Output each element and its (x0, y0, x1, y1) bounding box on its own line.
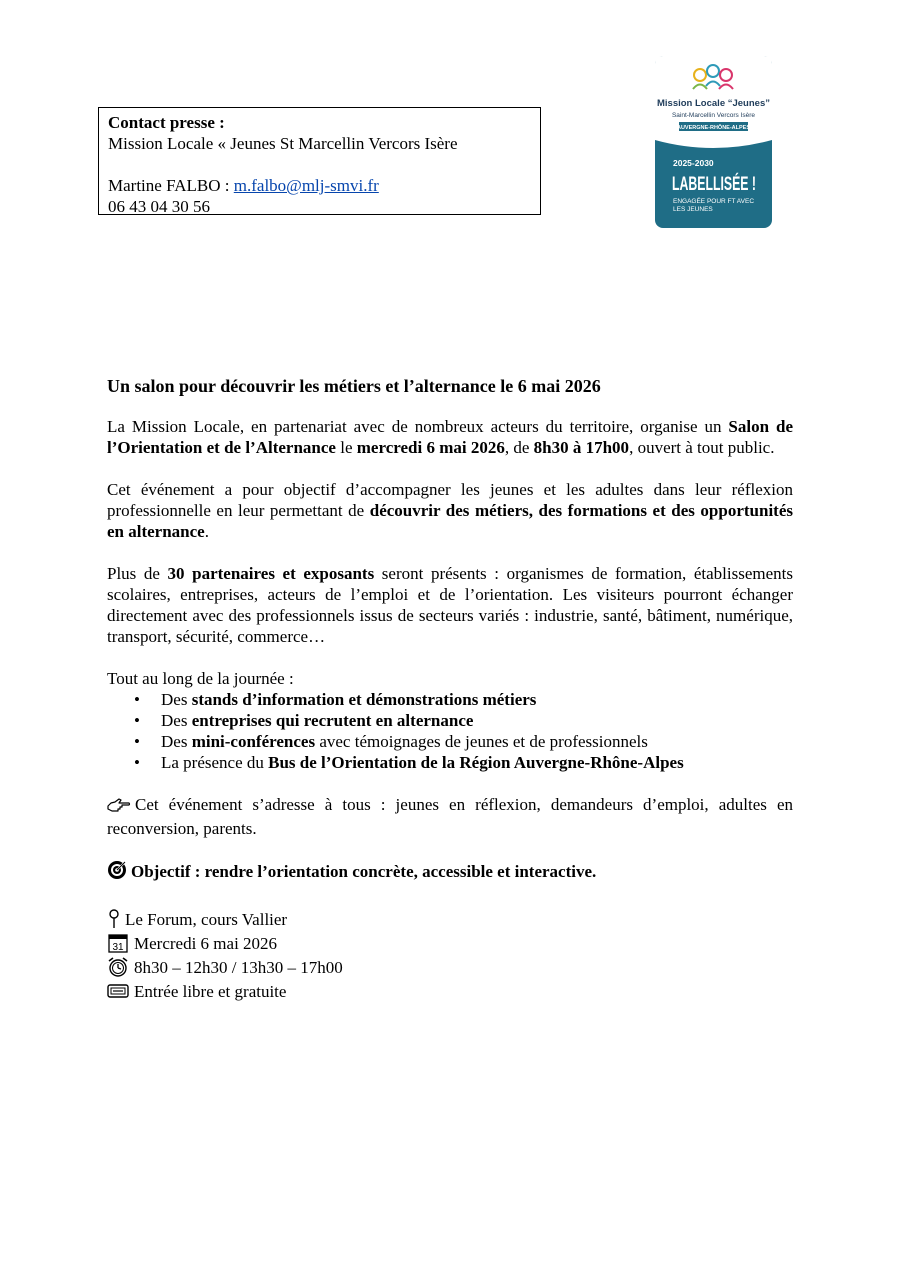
event-entry: Entrée libre et gratuite (107, 979, 793, 1003)
logo-region-text: AUVERGNE-RHÔNE-ALPES (676, 125, 751, 131)
paragraph-objective: Cet événement a pour objectif d’accompagner les jeunes et les adultes dans leur réflexion professionnelle en leur permettant de découvrir des métiers, des formations et des opportunités en alternance. (107, 480, 793, 541)
contact-heading: Contact presse : (108, 113, 225, 132)
logo-years-text: 2025-2030 (673, 158, 714, 168)
logo-graphic (655, 56, 802, 228)
pointing-hand-icon (107, 797, 131, 818)
contact-email-link[interactable]: m.falbo@mlj-smvi.fr (233, 176, 379, 195)
paragraph-audience: Cet événement s’adresse à tous : jeunes en réflexion, demandeurs d’emploi, adultes en reconversion, parents. (107, 795, 793, 838)
press-contact-box (98, 107, 541, 215)
logo-engagee-line-2: LES JEUNES (673, 206, 713, 213)
activities-list (107, 689, 793, 773)
logo-name-text: Mission Locale “Jeunes” (657, 98, 770, 109)
list-item: • Des mini-conférences avec témoignages de jeunes et de professionnels (161, 731, 793, 752)
list-item: • Des entreprises qui recrutent en alternance (161, 710, 793, 731)
contact-person-line (108, 175, 531, 196)
location-pin-icon (107, 909, 121, 929)
event-date: 31 Mercredi 6 mai 2026 (107, 931, 793, 955)
paragraph-goal: Objectif : rendre l’orientation concrète, accessible et interactive. (107, 860, 793, 885)
paragraph-intro: La Mission Locale, en partenariat avec de nombreux acteurs du territoire, organise un Salon de l’Orientation et de l’Alternance le mercredi 6 mai 2026, de 8h30 à 17h00, ouvert à tout public. (107, 417, 793, 457)
event-location: Le Forum, cours Vallier (107, 907, 793, 931)
logo-labellisee-text: LABELLISÉE ! (672, 174, 802, 195)
ticket-icon (107, 983, 129, 999)
logo-sub-text: Saint-Marcellin Vercors Isère (671, 112, 756, 119)
logo-engagee-line-1: ENGAGÉE POUR FT AVEC (673, 198, 755, 205)
contact-spacer (108, 154, 531, 175)
contact-phone: 06 43 04 30 56 (108, 197, 210, 216)
contact-organization: Mission Locale « Jeunes St Marcellin Vercors Isère (108, 134, 458, 153)
calendar-day-text: 31 (112, 942, 124, 953)
mission-locale-logo (655, 56, 802, 228)
alarm-clock-icon (107, 956, 129, 978)
list-item: • La présence du Bus de l’Orientation de la Région Auvergne-Rhône-Alpes (161, 752, 793, 773)
list-intro: Tout au long de la journée : (107, 669, 294, 688)
article-title: Un salon pour découvrir les métiers et l’alternance le 6 mai 2026 (107, 376, 601, 396)
paragraph-partners: Plus de 30 partenaires et exposants seront présents : organismes de formation, établissements scolaires, entreprises, acteurs de l’emploi et de l’orientation. Les visiteurs pourront échanger directement avec des professionnels issus de secteurs variés : industrie, santé, bâtiment, numérique, transport, sécurité, commerce… (107, 564, 793, 646)
target-icon (107, 860, 127, 885)
event-hours: 8h30 – 12h30 / 13h30 – 17h00 (107, 955, 793, 979)
contact-person-label: Martine FALBO : (108, 176, 234, 195)
list-item: • Des stands d’information et démonstrations métiers (161, 689, 793, 710)
press-release-body (107, 375, 793, 1003)
calendar-icon (107, 933, 129, 953)
